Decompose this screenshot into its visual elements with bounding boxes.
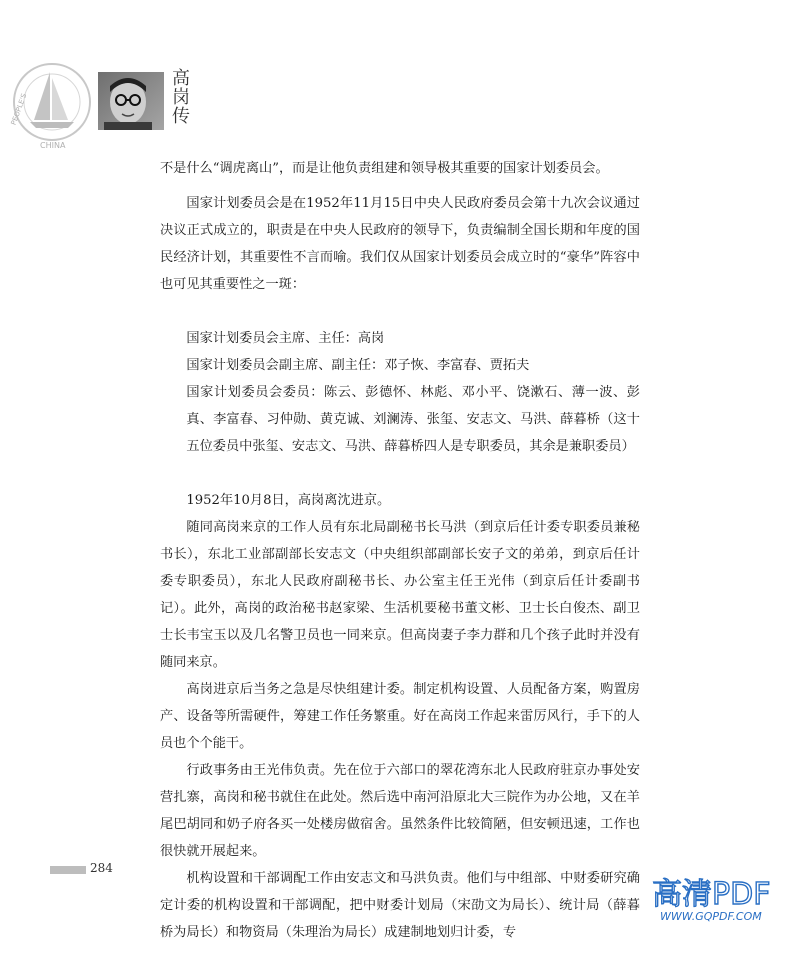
committee-list [160,325,640,460]
paragraph-2: 国家计划委员会是在1952年11月15日中央人民政府委员会第十九次会议通过决议正式成立的，职责是在中央人民政府的领导下，负责编制全国长期和年度的国民经济计划，其重要性不言而喻。我们仅从国家计划委员会成立时的“豪华”阵容中也可见其重要性之一斑： [160,196,640,292]
list-item: 国家计划委员会副主席、副主任：邓子恢、李富春、贾拓夫 [186,358,530,373]
paragraph-3: 1952年10月8日，高岗离沈进京。 [186,493,391,508]
paragraph-1: 不是什么“调虎离山”，而是让他负责组建和领导极其重要的国家计划委员会。 [160,161,609,176]
emblem-text-bottom: CHINA [40,141,66,150]
body-text [160,155,640,946]
paragraph-5: 高岗进京后当务之急是尽快组建计委。制定机构设置、人员配备方案，购置房产、设备等所需硬件，筹建工作任务繁重。好在高岗工作起来雷厉风行，手下的人员也个个能干。 [160,682,640,751]
emblem-text-left: PEOPLE'S [9,92,29,127]
book-title: 高岗传 [169,68,190,125]
sailboat-emblem-icon [4,58,100,154]
paragraph-7: 机构设置和干部调配工作由安志文和马洪负责。他们与中组部、中财委研究确定计委的机构设置和干部调配，把中财委计划局（宋劭文为局长）、统计局（薛暮桥为局长）和物资局（朱理治为局长）成建制地划归计委，专 [160,871,640,940]
watermark-url: WWW.GQPDF.COM [660,910,762,923]
watermark-title: 高清PDF [652,877,771,912]
paragraph-4: 随同高岗来京的工作人员有东北局副秘书长马洪（到京后任计委专职委员兼秘书长），东北工业部副部长安志文（中央组织部副部长安子文的弟弟，到京后任计委专职委员），东北人民政府副秘书长、办公室主任王光伟（到京后任计委副书记）。此外，高岗的政治秘书赵家梁、生活机要秘书董文彬、卫士长白俊杰、副卫士长韦宝玉以及几名警卫员也一同来京。但高岗妻子李力群和几个孩子此时并没有随同来京。 [160,520,640,670]
portrait-photo [98,72,164,130]
page-number: 284 [90,861,113,875]
page-header [0,58,800,150]
watermark-logo [650,866,790,926]
list-item: 国家计划委员会委员：陈云、彭德怀、林彪、邓小平、饶漱石、薄一波、彭真、李富春、习仲勋、黄克诚、刘澜涛、张玺、安志文、马洪、薛暮桥（这十五位委员中张玺、安志文、马洪、薛暮桥四人是专职委员，其余是兼职委员） [186,385,640,454]
list-item: 国家计划委员会主席、主任：高岗 [186,331,385,346]
page-number-bar [50,866,86,874]
paragraph-6: 行政事务由王光伟负责。先在位于六部口的翠花湾东北人民政府驻京办事处安营扎寨，高岗和秘书就住在此处。然后选中南河沿原北大三院作为办公地，又在羊尾巴胡同和奶子府各买一处楼房做宿舍。虽然条件比较简陋，但安顿迅速，工作也很快就开展起来。 [160,763,640,859]
